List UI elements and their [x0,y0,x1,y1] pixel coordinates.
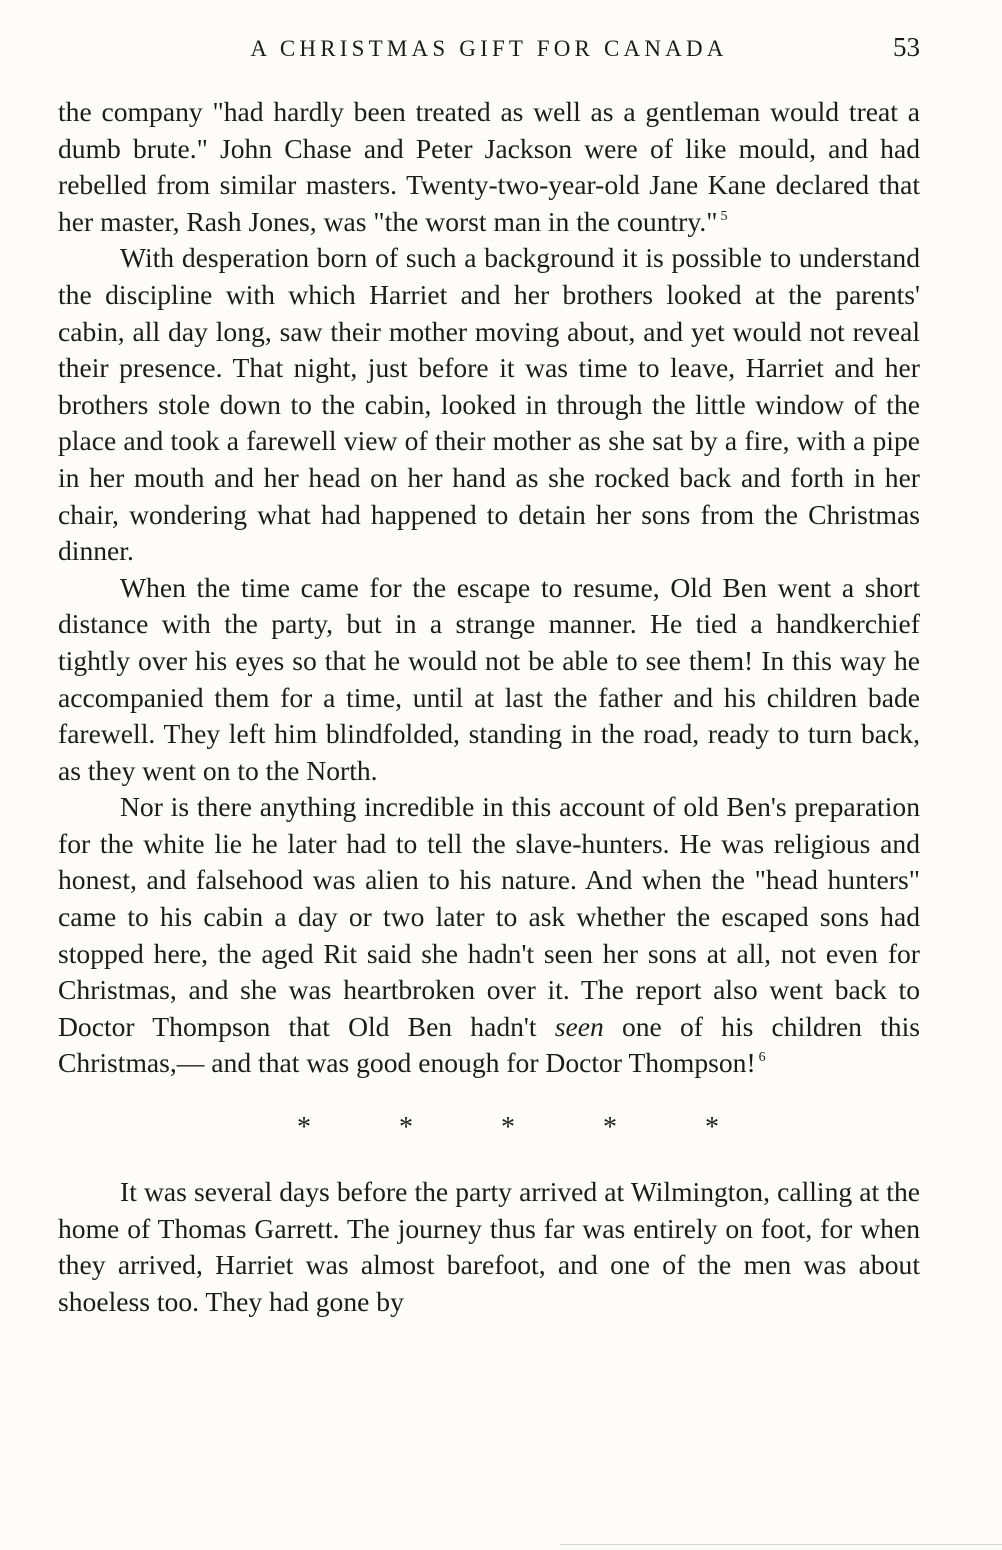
paragraph-4-text-after: one of his children this Christmas,— and that was good enough for Doctor Thompson! [58,1010,920,1079]
asterisk: * [603,1112,617,1144]
body-text [58,94,920,1320]
footnote-marker-6: 6 [758,1050,766,1066]
asterisk: * [501,1112,515,1144]
footnote-marker-5: 5 [720,208,728,224]
page-number: 53 [893,32,920,62]
paragraph-3-text: When the time came for the escape to resume, Old Ben went a short distance with the party, but in a strange manner. He tied a handkerchief tightly over his eyes so that he would not be able to see them! In this way he accompanied them for a time, until at last the father and his children bade farewell. They left him blindfolded, standing in the road, ready to turn back, as they went on to the North. [58,571,920,786]
running-head [58,30,920,70]
section-break [58,1082,920,1174]
emphasis-seen: seen [554,1010,604,1042]
asterisk: * [297,1112,311,1144]
paragraph-4 [58,789,920,1082]
paragraph-5-text: It was several days before the party arrived at Wilmington, calling at the home of Thomas Garrett. The journey thus far was entirely on foot, for when they arrived, Harriet was almost barefoot, and one of the men was about shoeless too. They had gone by [58,1176,920,1317]
paragraph-1 [58,94,920,240]
asterisk: * [705,1112,719,1144]
scan-edge-line [560,1544,1002,1545]
asterisk: * [399,1112,413,1144]
paragraph-2 [58,240,920,569]
paragraph-5 [58,1174,920,1320]
paragraph-1-text: the company "had hardly been treated as well as a gentleman would treat a dumb brute." John Chase and Peter Jackson were of like mould, and had rebelled from similar masters. Twenty-two-year-old Jane Kane declared that her master, Rash Jones, was "the worst man in the country." [58,96,920,237]
paragraph-2-text: With desperation born of such a background it is possible to understand the discipline with which Harriet and her brothers looked at the parents' cabin, all day long, saw their mother moving about, and yet would not reveal their presence. That night, just before it was time to leave, Harriet and her brothers stole down to the cabin, looked in through the little window of the place and took a farewell view of their mother as she sat by a fire, with a pipe in her mouth and her head on her hand as she rocked back and forth in her chair, wondering what had happened to detain her sons from the Christmas dinner. [58,242,920,567]
paragraph-3 [58,570,920,790]
running-title: A CHRISTMAS GIFT FOR CANADA [250,36,728,61]
paragraph-4-text-before: Nor is there anything incredible in this account of old Ben's preparation for the white lie he later had to tell the slave-hunters. He was religious and honest, and falsehood was alien to his nature. And when the "head hunters" came to his cabin a day or two later to ask whether the escaped sons had stopped here, the aged Rit said she hadn't seen her sons at all, not even for Christmas, and she was heartbroken over it. The report also went back to Doctor Thompson that Old Ben hadn't [58,791,920,1042]
